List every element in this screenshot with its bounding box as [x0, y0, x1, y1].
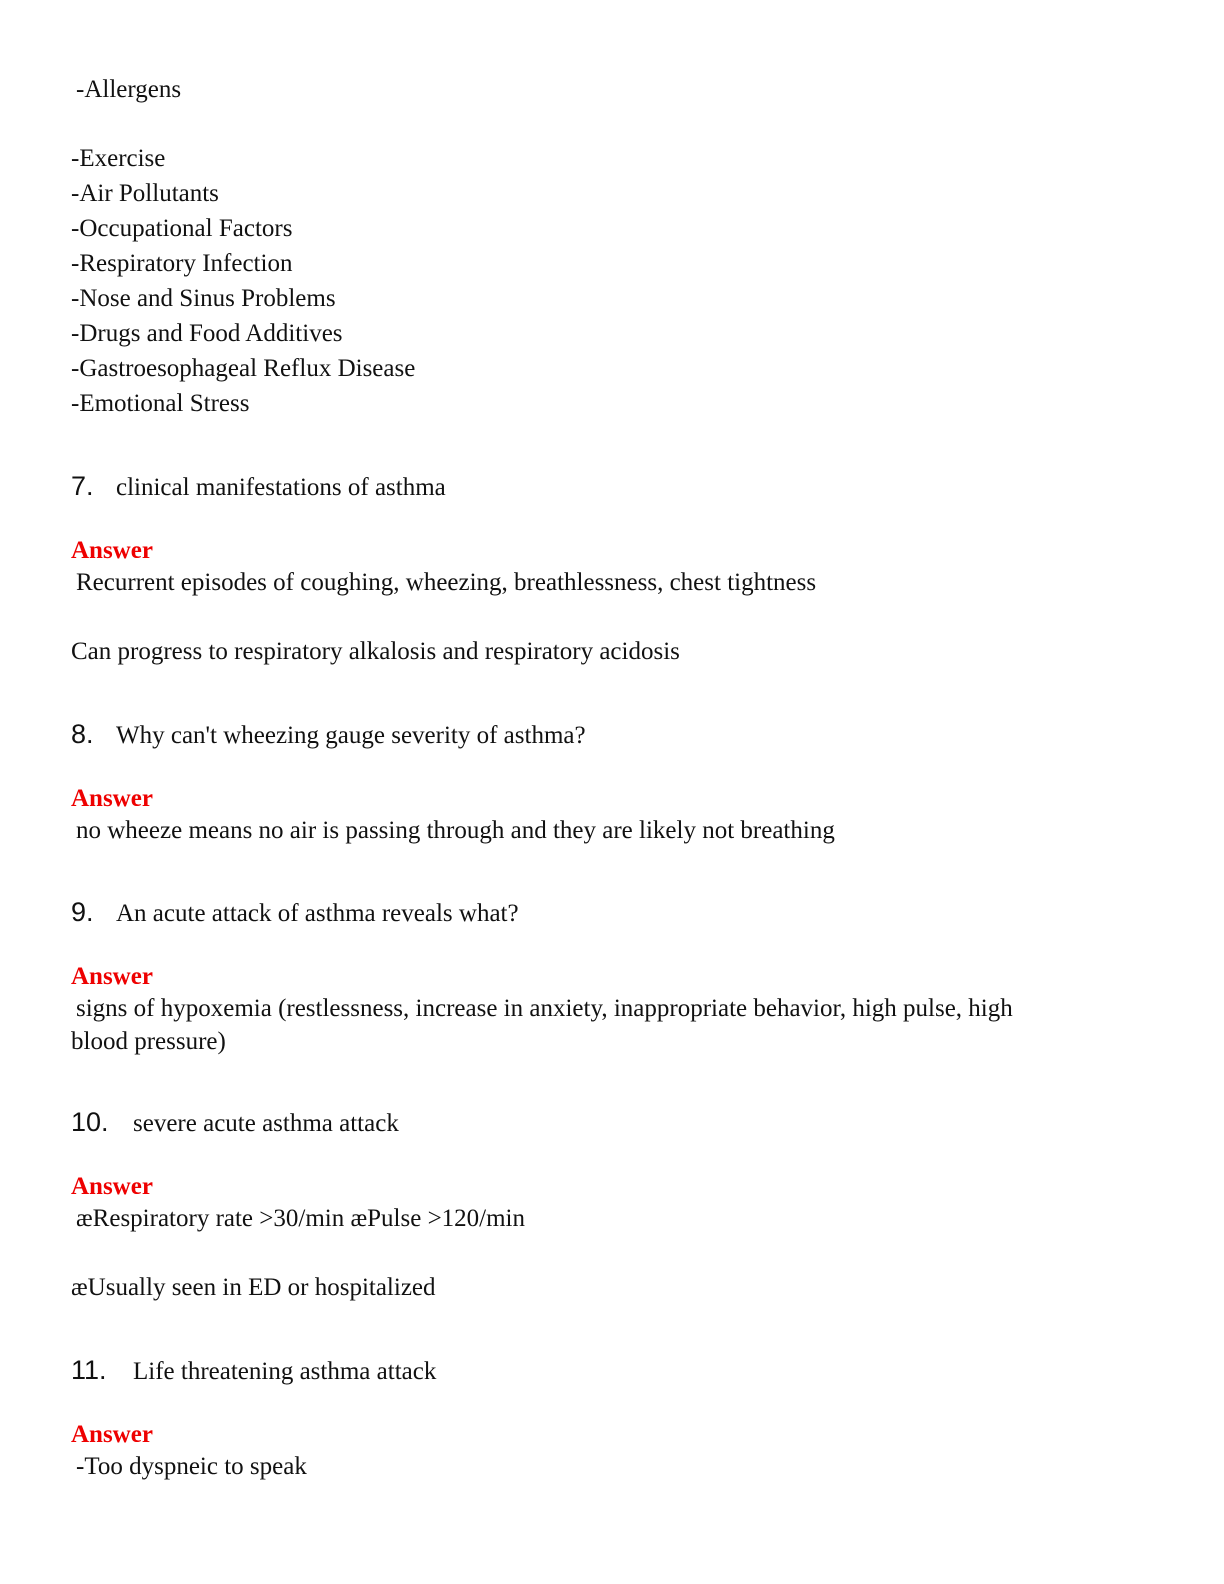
question-number: 7.: [71, 471, 94, 501]
trigger-item: -Air Pollutants: [71, 180, 219, 207]
question-text: Why can't wheezing gauge severity of asthma?: [116, 722, 586, 749]
answer-text: blood pressure): [71, 1028, 226, 1055]
answer-text: signs of hypoxemia (restlessness, increase in anxiety, inappropriate behavior, high pulse, high: [76, 995, 1013, 1022]
trigger-item: -Respiratory Infection: [71, 250, 293, 277]
answer-label: Answer: [71, 1173, 153, 1200]
trigger-item: -Occupational Factors: [71, 215, 293, 242]
answer-text: Recurrent episodes of coughing, wheezing, breathlessness, chest tightness: [76, 569, 817, 596]
answer-text: -Too dyspneic to speak: [76, 1453, 307, 1480]
trigger-item: -Exercise: [71, 145, 166, 172]
answer-text: Can progress to respiratory alkalosis and respiratory acidosis: [71, 638, 680, 665]
question-number: 9.: [71, 897, 94, 927]
answer-label: Answer: [71, 537, 153, 564]
trigger-item: -Gastroesophageal Reflux Disease: [71, 355, 416, 382]
question-number: 8.: [71, 719, 94, 749]
answer-text: æRespiratory rate >30/min æPulse >120/min: [76, 1205, 525, 1232]
answer-text: no wheeze means no air is passing through and they are likely not breathing: [76, 817, 835, 844]
answer-label: Answer: [71, 963, 153, 990]
trigger-item: -Drugs and Food Additives: [71, 320, 343, 347]
question-text: severe acute asthma attack: [133, 1110, 399, 1137]
answer-text: æUsually seen in ED or hospitalized: [71, 1274, 436, 1301]
question-text: clinical manifestations of asthma: [116, 474, 446, 501]
question-number: 10.: [71, 1107, 109, 1137]
answer-label: Answer: [71, 1421, 153, 1448]
question-text: An acute attack of asthma reveals what?: [116, 900, 519, 927]
trigger-item: -Nose and Sinus Problems: [71, 285, 336, 312]
trigger-item: -Emotional Stress: [71, 390, 250, 417]
question-number: 11.: [71, 1355, 107, 1385]
question-text: Life threatening asthma attack: [133, 1358, 437, 1385]
trigger-item: -Allergens: [76, 76, 182, 103]
answer-label: Answer: [71, 785, 153, 812]
